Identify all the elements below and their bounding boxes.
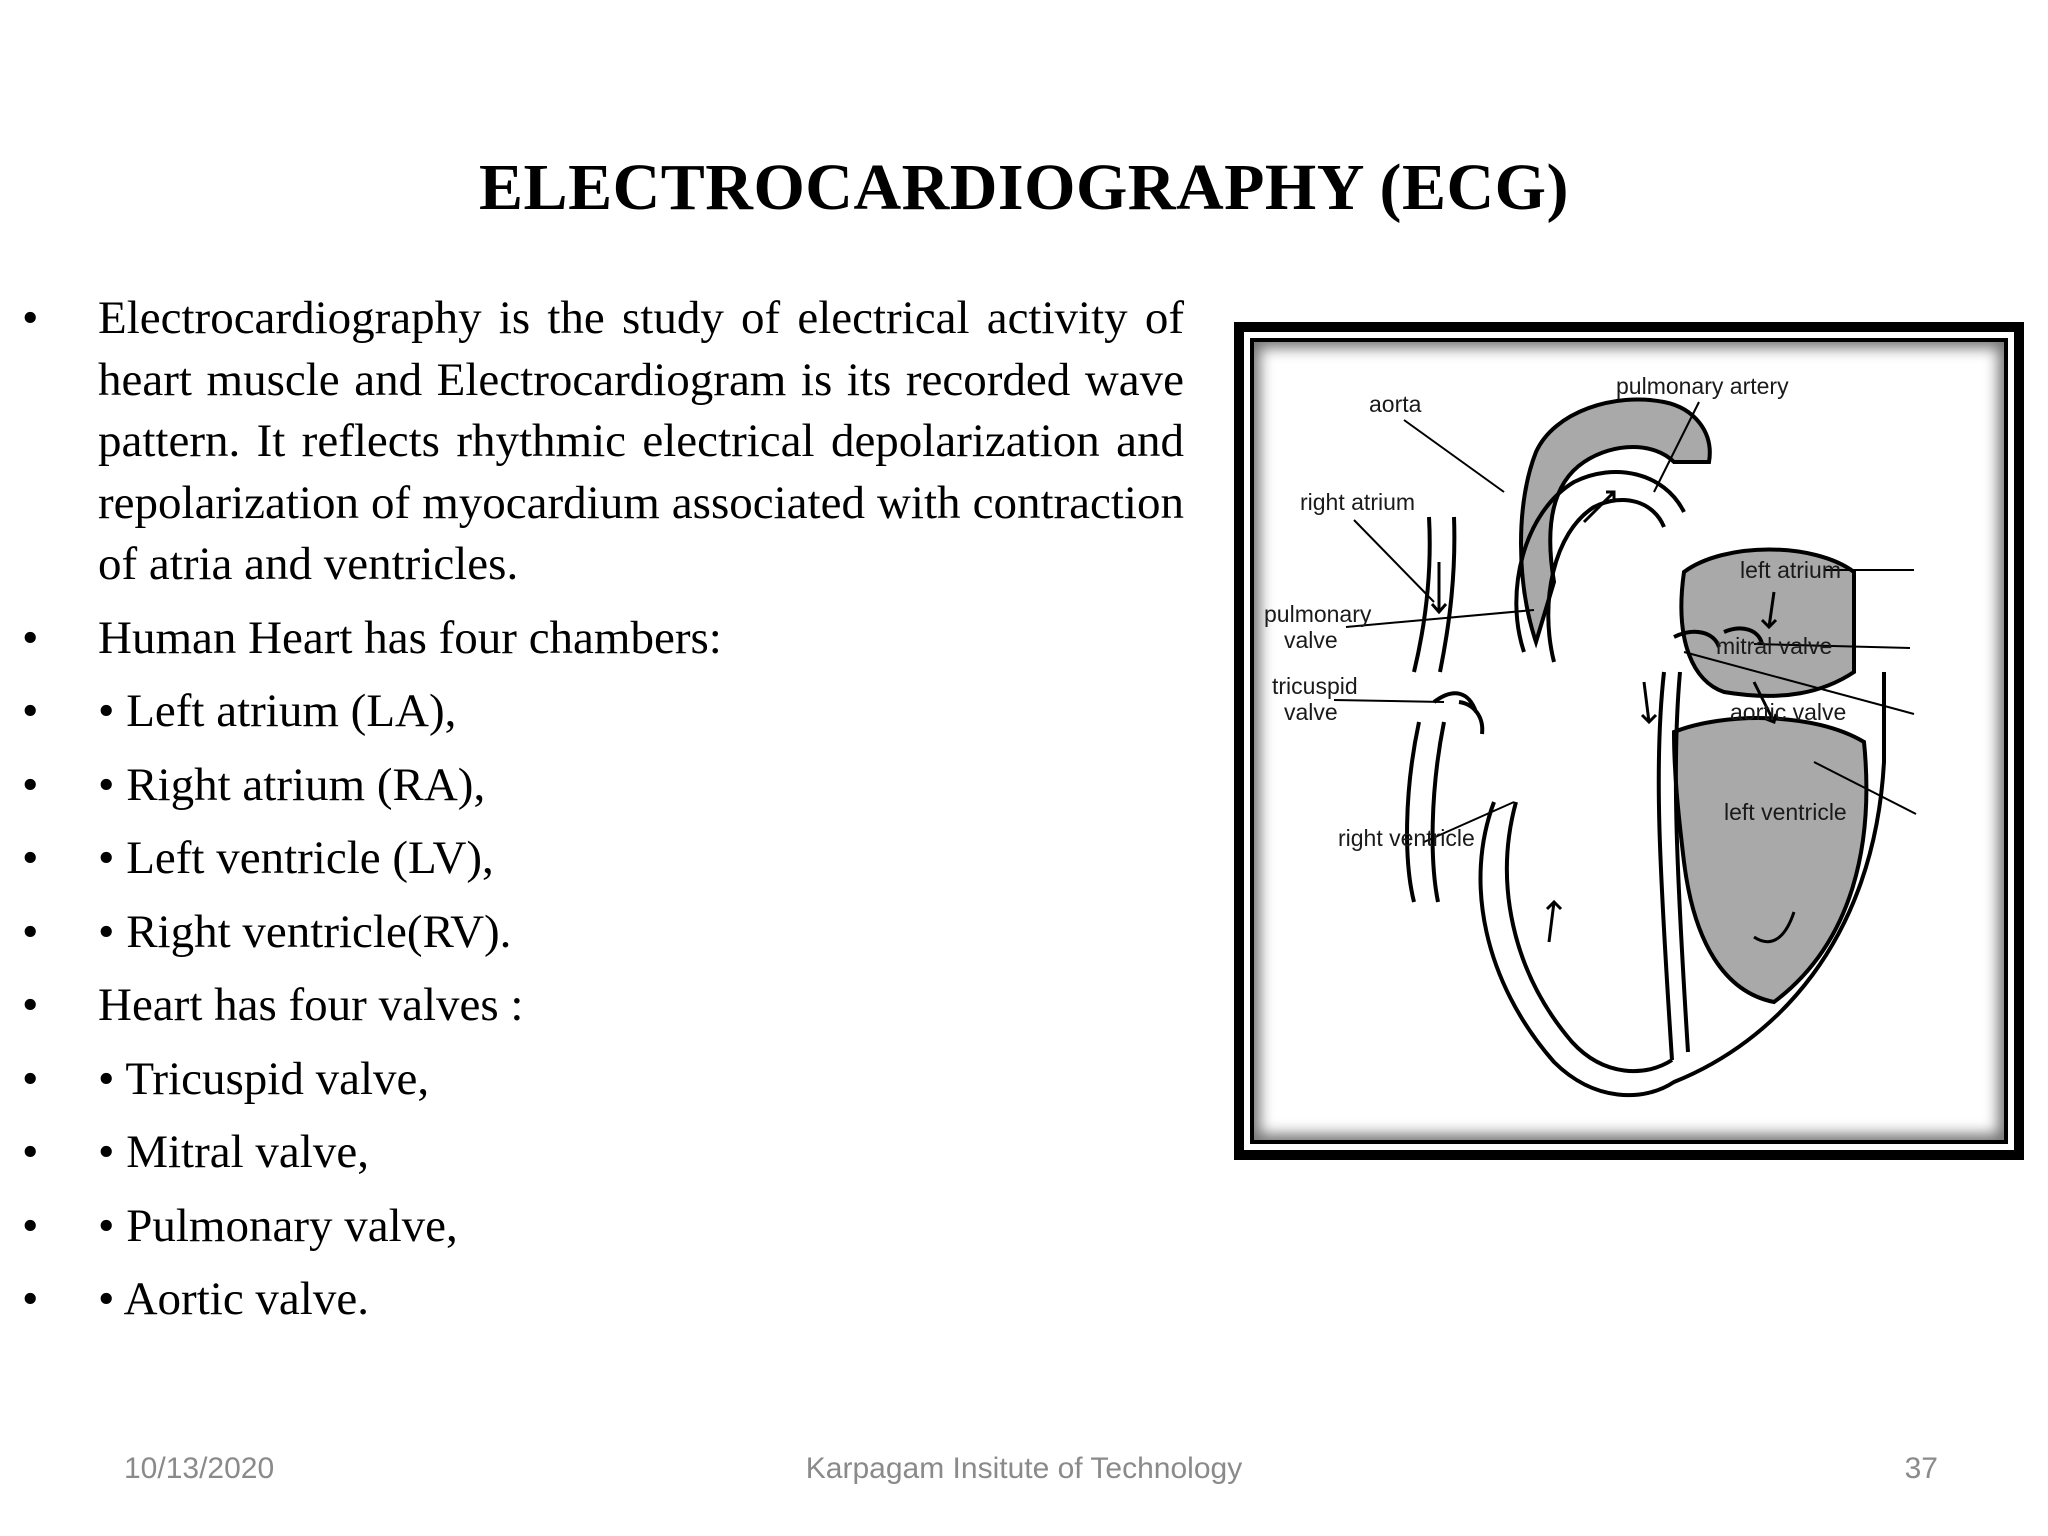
- leader-line: [1334, 700, 1444, 702]
- list-item: [22, 828, 1172, 890]
- slide-title: ELECTROCARDIOGRAPHY (ECG): [479, 151, 1569, 224]
- bullet-text: • Mitral valve,: [98, 1126, 369, 1178]
- bullet-text: Heart has four valves :: [98, 979, 524, 1031]
- bullet-text: • Tricuspid valve,: [98, 1052, 430, 1105]
- label-left-ventricle: left ventricle: [1724, 799, 1847, 825]
- bullet-marker: •: [22, 758, 39, 811]
- list-item: [22, 608, 1172, 670]
- heart-diagram: [1250, 338, 2008, 1144]
- list-item: [22, 681, 1172, 743]
- flow-arrow: [1584, 492, 1614, 522]
- superior-vena-cava: [1414, 517, 1454, 672]
- footer-page-number: 37: [1904, 1452, 1938, 1485]
- septum: [1659, 672, 1672, 1060]
- bullet-marker: •: [22, 832, 39, 884]
- bullet-marker: •: [22, 1052, 39, 1105]
- bullet-text: Electrocardiography is the study of electrical activity of heart muscle and Electrocardiogram is its recorded wave pattern. It reflects rhythmic electrical depolarization and repolarization of myocardium associated with contraction of atria and ventricles.: [98, 292, 1184, 590]
- label-aortic-valve: aortic valve: [1730, 699, 1847, 725]
- bullet-text: • Aortic valve.: [98, 1273, 369, 1325]
- label-right-ventricle: right ventricle: [1338, 825, 1475, 851]
- bullet-text: • Right ventricle(RV).: [98, 905, 512, 958]
- list-item: [22, 975, 1172, 1037]
- list-item: [22, 902, 1172, 964]
- label-pulmonary-valve-line1: pulmonary: [1264, 601, 1372, 627]
- bullet-marker: •: [22, 611, 39, 664]
- bullet-list: [22, 288, 1184, 1343]
- bullet-marker: •: [22, 1273, 39, 1325]
- label-tricuspid-valve-line1: tricuspid: [1272, 673, 1358, 699]
- heart-diagram-frame: [1234, 322, 2024, 1160]
- list-item: [22, 755, 1172, 817]
- bullet-text: • Pulmonary valve,: [98, 1199, 458, 1252]
- list-item: [22, 288, 1184, 596]
- list-item: [22, 1269, 1172, 1331]
- label-aorta: aorta: [1369, 391, 1422, 417]
- bullet-marker: •: [22, 1199, 39, 1252]
- leader-line: [1354, 520, 1434, 602]
- flow-arrow: [1432, 562, 1446, 612]
- inferior-vena-cava: [1407, 722, 1444, 902]
- bullet-text: • Right atrium (RA),: [98, 758, 486, 811]
- label-pulmonary-valve-line2: valve: [1284, 627, 1338, 653]
- bullet-text: • Left atrium (LA),: [98, 685, 457, 737]
- list-item: [22, 1196, 1172, 1258]
- flow-arrow: [1642, 682, 1656, 722]
- label-mitral-valve: mitral valve: [1716, 633, 1833, 659]
- bullet-marker: •: [22, 292, 39, 344]
- bullet-marker: •: [22, 979, 39, 1031]
- bullet-marker: •: [22, 905, 39, 958]
- heart-diagram-svg: [1254, 342, 2004, 1140]
- list-item: [22, 1049, 1172, 1111]
- bullet-marker: •: [22, 1126, 39, 1178]
- footer-date: 10/13/2020: [124, 1452, 275, 1485]
- flow-arrow: [1547, 902, 1561, 942]
- label-pulmonary-artery: pulmonary artery: [1616, 373, 1789, 399]
- leader-line: [1404, 420, 1504, 492]
- bullet-marker: •: [22, 685, 39, 737]
- label-right-atrium: right atrium: [1300, 489, 1416, 515]
- footer-organization: Karpagam Insitute of Technology: [805, 1452, 1243, 1485]
- label-left-atrium: left atrium: [1740, 557, 1841, 583]
- bullet-text: • Left ventricle (LV),: [98, 832, 494, 884]
- left-ventricle-shading: [1674, 718, 1866, 1002]
- list-item: [22, 1122, 1172, 1184]
- label-tricuspid-valve-line2: valve: [1284, 699, 1338, 725]
- bullet-text: Human Heart has four chambers:: [98, 611, 722, 664]
